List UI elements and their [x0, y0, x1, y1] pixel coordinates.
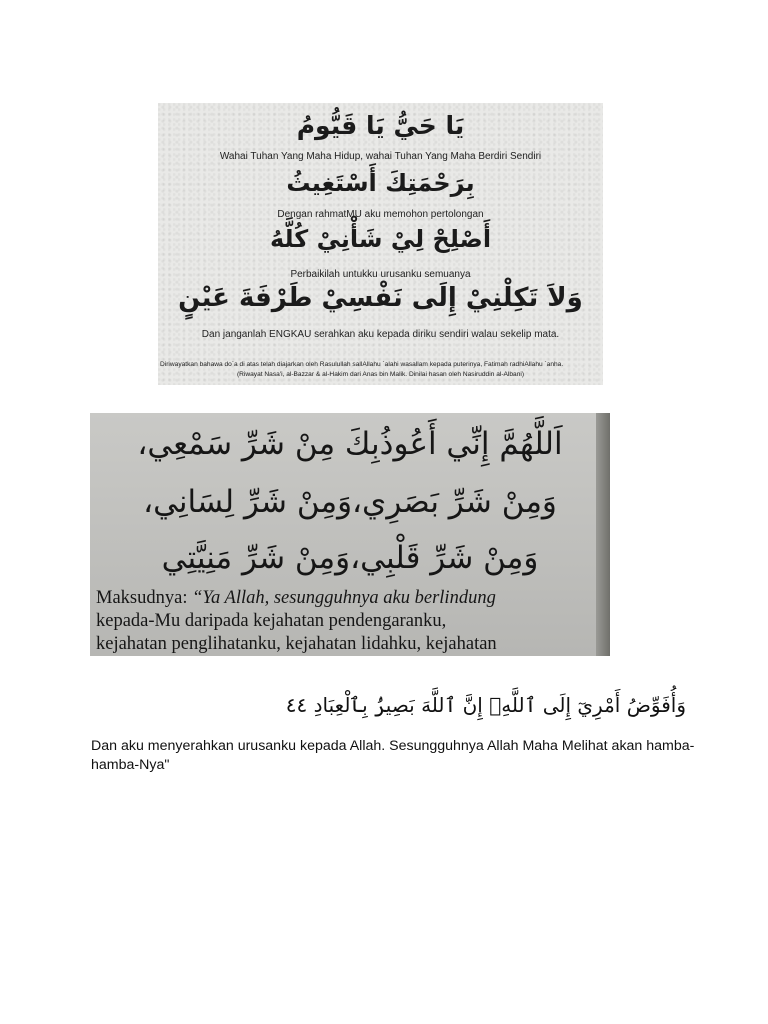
book-page-image: [90, 413, 610, 656]
verse-translation: Dan aku menyerahkan urusanku kepada Allah. Sesungguhnya Allah Maha Melihat akan hamba-hamba-Nya": [91, 738, 695, 773]
meaning-line-2: kepada-Mu daripada kejahatan pendengaranku,: [96, 611, 447, 631]
meaning-line-3: kejahatan penglihatanku, kejahatan lidahku, kejahatan: [96, 634, 497, 654]
doa-image: [158, 103, 603, 385]
arabic-line-3: أَصْلِحْ لِيْ شَأْنِيْ كُلَّهُ: [269, 225, 492, 253]
arabic-line-2: وَمِنْ شَرِّ بَصَرِي،وَمِنْ شَرِّ لِسَانِي،: [143, 484, 557, 520]
meaning-label: Maksudnya:: [96, 588, 188, 608]
page-edge: [596, 413, 610, 656]
arabic-line-1: يَا حَيُّ يَا قَيُّومُ: [296, 111, 465, 140]
arabic-line-4: وَلاَ تَكِلْنِيْ إِلَى نَفْسِيْ طَرْفَةَ عَيْنٍ: [178, 283, 583, 313]
source-note-2: (Riwayat Nasa'i, al-Bazzar & al-Hakim dari Anas bin Malik. Dinilai hasan oleh Nasiruddin al-Albani): [236, 371, 525, 378]
quran-verse: وَأُفَوِّضُ أَمْرِيٓ إِلَى ٱللَّهِۚ إِنَّ ٱللَّهَ بَصِيرُۢ بِٱلْعِبَادِ ٤٤: [285, 693, 686, 717]
arabic-line-3: وَمِنْ شَرِّ قَلْبِي،وَمِنْ شَرِّ مَنِيَّتِي: [161, 540, 539, 576]
meaning-line-1: [96, 589, 610, 608]
source-note-1: Diriwayatkan bahawa do`a di atas telah diajarkan oleh Rasulullah sallAllahu `alahi wasallam kepada puterinya, Fatimah radhiAllahu `anha.: [160, 361, 564, 368]
arabic-line-1: اَللَّهُمَّ إِنِّي أَعُوذُبِكَ مِنْ شَرِّ سَمْعِي،: [137, 426, 563, 462]
translation-line-1: Wahai Tuhan Yang Maha Hidup, wahai Tuhan Yang Maha Berdiri Sendiri: [219, 151, 542, 162]
translation-line-3: Perbaikilah untukku urusanku semuanya: [290, 269, 471, 280]
arabic-line-2: بِرَحْمَتِكَ أَسْتَغِيثُ: [286, 169, 475, 197]
meaning-text-1: “Ya Allah, sesungguhnya aku berlindung: [192, 588, 496, 608]
translation-line-4: Dan janganlah ENGKAU serahkan aku kepada diriku sendiri walau sekelip mata.: [201, 329, 560, 340]
translation-line-2: Dengan rahmatMU aku memohon pertolongan: [277, 209, 484, 220]
